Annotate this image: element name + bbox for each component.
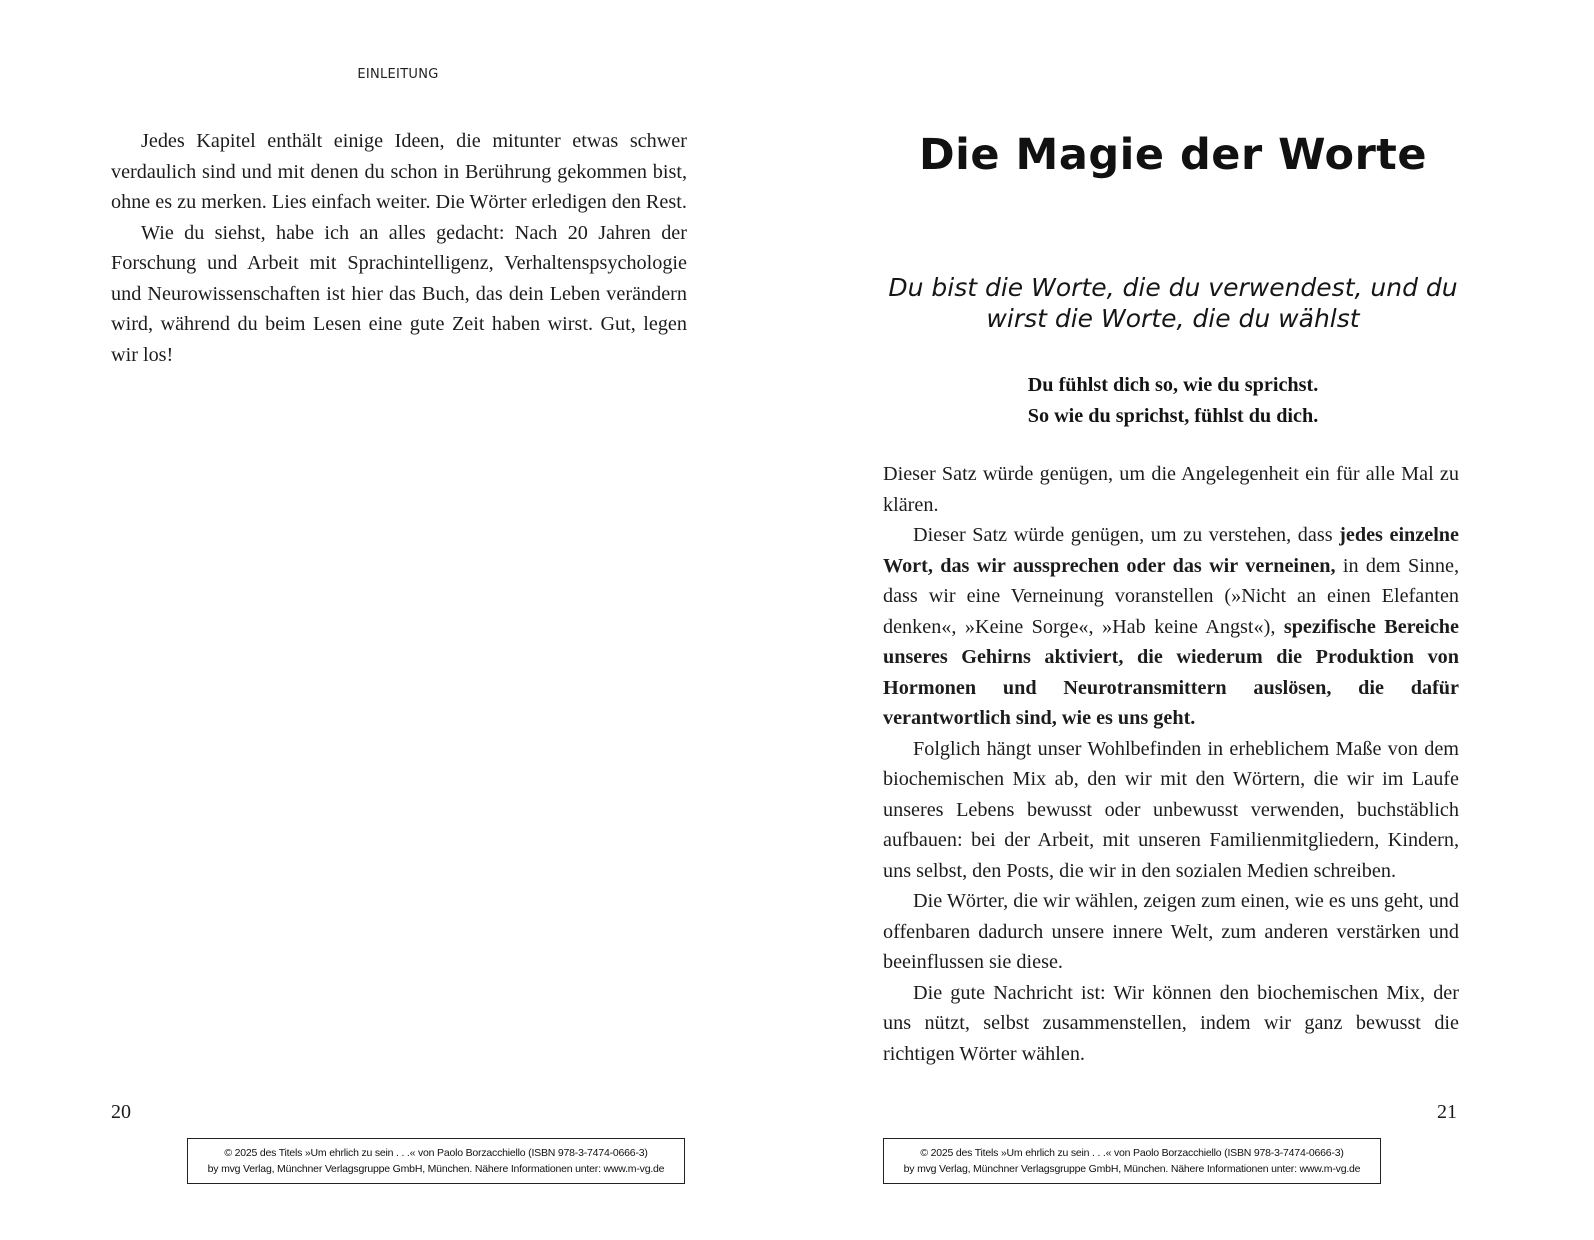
- right-page: [797, 0, 1594, 1240]
- emphasis: jedes einzelne Wort, das wir aussprechen oder das wir verneinen,: [883, 524, 1459, 577]
- subtitle-line: wirst die Worte, die du wählst: [986, 304, 1360, 333]
- subtitle-line: Du bist die Worte, die du verwendest, und du: [888, 273, 1458, 302]
- paragraph: Jedes Kapitel enthält einige Ideen, die mitunter etwas schwer verdaulich sind und mit denen du schon in Berührung gekommen bist, ohne es zu merken. Lies einfach weiter. Die Wörter erledigen den Rest.: [111, 130, 687, 213]
- text-run: in dem Sinne, dass wir eine Verneinung voranstellen (»Nicht an einen Elefanten denken«, »Keine Sorge«, »Hab keine Angst«),: [883, 554, 1459, 638]
- paragraph: [883, 520, 1459, 734]
- paragraph: Die gute Nachricht ist: Wir können den biochemischen Mix, der uns nützt, selbst zusammenstellen, indem wir ganz bewusst die richtigen Wörter wählen.: [883, 981, 1459, 1065]
- chapter-title: Die Magie der Worte: [918, 130, 1427, 180]
- emphasis: spezifische Bereiche unseres Gehirns aktiviert, die wiederum die Produktion von Hormonen und Neurotransmittern auslösen, die dafür verantwortlich sind, wie es uns geht.: [883, 615, 1459, 729]
- copyright-line: by mvg Verlag, Münchner Verlagsgruppe GmbH, München. Nähere Informationen unter: www.m-vg.de: [903, 1163, 1361, 1175]
- text-run: Dieser Satz würde genügen, um zu verstehen, dass: [913, 524, 1340, 546]
- paragraph: Dieser Satz würde genügen, um die Angelegenheit ein für alle Mal zu klären.: [883, 463, 1459, 516]
- page-number-right: 21: [1437, 1101, 1457, 1123]
- motto: [883, 370, 1463, 431]
- paragraph: Die Wörter, die wir wählen, zeigen zum einen, wie es uns geht, und offenbaren dadurch unsere innere Welt, zum anderen verstärken und beeinflussen sie diese.: [883, 890, 1459, 973]
- copyright-line: © 2025 des Titels »Um ehrlich zu sein . . .« von Paolo Borzacchiello (ISBN 978-3-7474-0666-3): [920, 1147, 1344, 1159]
- left-body-text: [111, 126, 687, 370]
- copyright-line: © 2025 des Titels »Um ehrlich zu sein . . .« von Paolo Borzacchiello (ISBN 978-3-7474-0666-3): [224, 1147, 648, 1159]
- paragraph: Folglich hängt unser Wohlbefinden in erheblichem Maße von dem biochemischen Mix ab, den wir mit den Wörtern, die wir im Laufe unseres Lebens bewusst oder unbewusst verwenden, buchstäblich aufbauen: bei der Arbeit, mit unseren Familienmitgliedern, Kindern, uns selbst, den Posts, die wir in den sozialen Medien schreiben.: [883, 737, 1459, 882]
- chapter-subtitle: [883, 272, 1463, 334]
- motto-line: So wie du sprichst, fühlst du dich.: [1027, 404, 1319, 427]
- page-number-left: 20: [111, 1101, 131, 1123]
- right-body-text: [883, 459, 1459, 1069]
- copyright-notice-right: [883, 1138, 1381, 1184]
- copyright-notice-left: [187, 1138, 685, 1184]
- paragraph: Wie du siehst, habe ich an alles gedacht: Nach 20 Jahren der Forschung und Arbeit mit Sprachintelligenz, Verhaltenspsychologie und Neurowissenschaften ist hier das Buch, das dein Leben verändern wird, während du beim Lesen eine gute Zeit haben wirst. Gut, legen wir los!: [111, 221, 687, 366]
- running-head: EINLEITUNG: [357, 67, 439, 82]
- copyright-line: by mvg Verlag, Münchner Verlagsgruppe GmbH, München. Nähere Informationen unter: www.m-vg.de: [207, 1163, 665, 1175]
- motto-line: Du fühlst dich so, wie du sprichst.: [1027, 374, 1319, 396]
